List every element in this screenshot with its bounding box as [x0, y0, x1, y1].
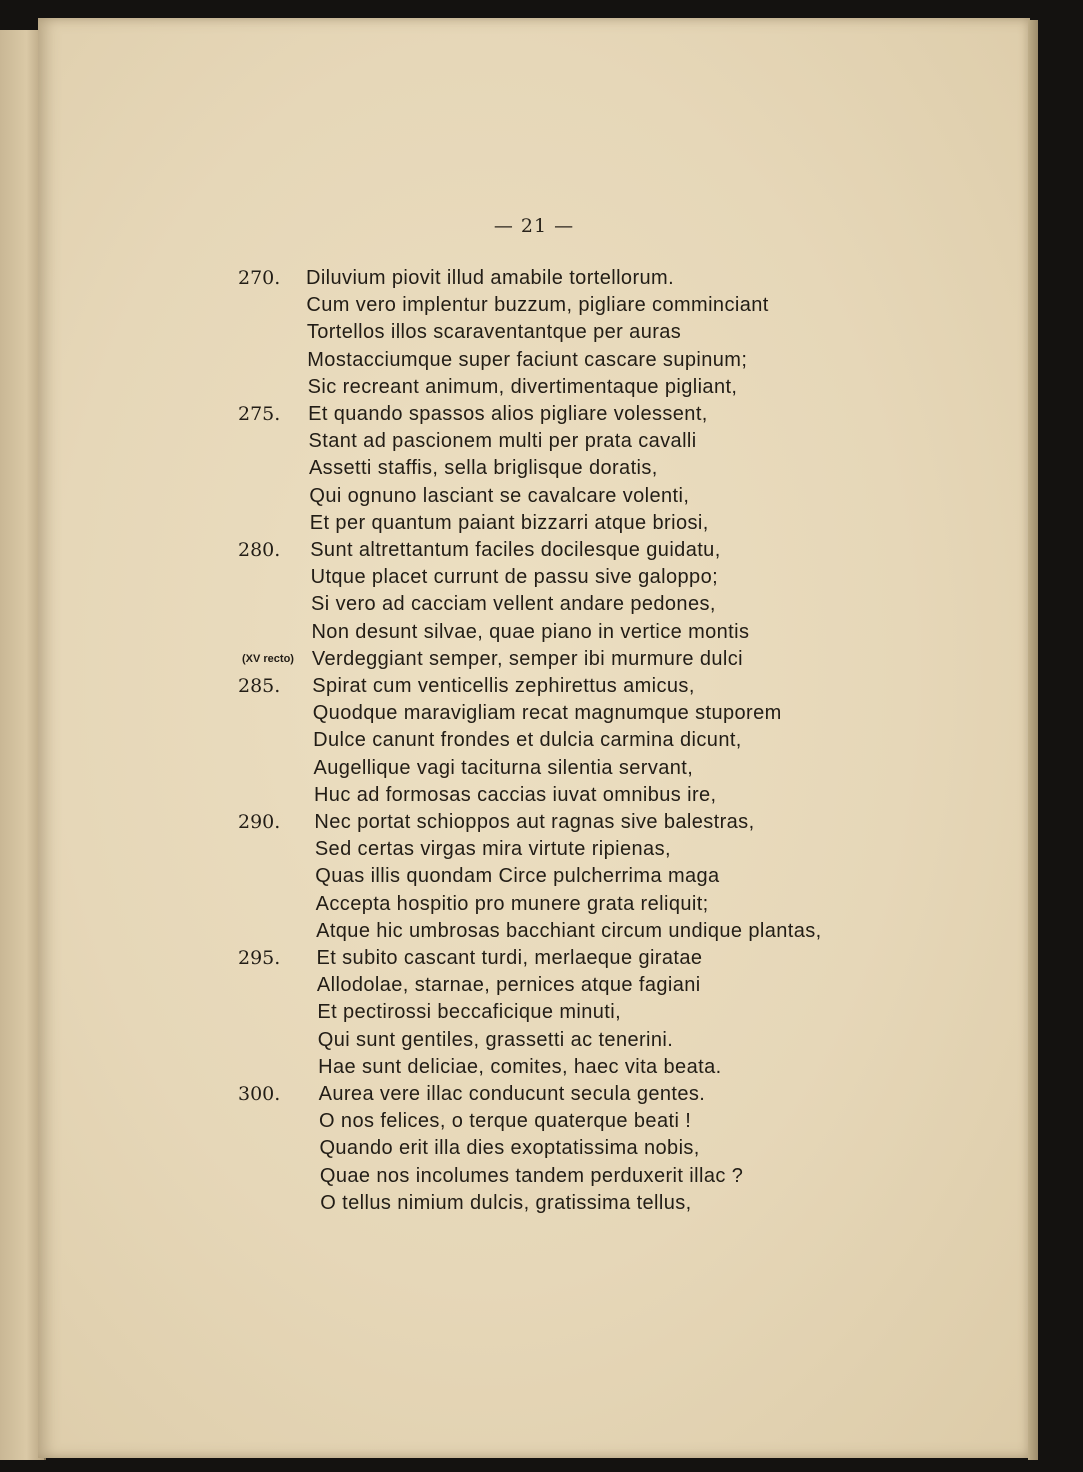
verse-line [38, 726, 1030, 754]
line-number: 290. [238, 811, 281, 833]
verse-line [38, 1189, 1030, 1217]
verse-line [38, 373, 1030, 401]
verse-line [38, 890, 1030, 918]
verse-text: Mostacciumque super faciunt cascare supinum; [307, 348, 748, 371]
verse-line [38, 672, 1030, 700]
verse-text: Atque hic umbrosas bacchiant circum undique plantas, [316, 919, 822, 942]
verse-line [38, 1080, 1030, 1108]
verse-text: Cum vero implentur buzzum, pigliare comminciant [306, 294, 769, 317]
verse-line [38, 318, 1030, 346]
verse-text: Stant ad pascionem multi per prata cavalli [308, 430, 697, 453]
verse-text: Aurea vere illac conducunt secula gentes. [318, 1083, 706, 1105]
verse-text: Quando erit illa dies exoptatissima nobis, [319, 1137, 700, 1160]
verse-text: Dulce canunt frondes et dulcia carmina dicunt, [313, 729, 742, 752]
verse-line [38, 509, 1030, 537]
verse-block [38, 18, 1030, 1458]
verse-line [38, 618, 1030, 646]
verse-line [38, 781, 1030, 809]
verse-line [38, 699, 1030, 727]
line-number: 280. [238, 539, 281, 561]
verse-text: Assetti staffis, sella briglisque doratis, [308, 457, 658, 480]
verse-text: Accepta hospitio pro munere grata reliquit; [315, 892, 709, 915]
verse-text: Tortellos illos scaraventantque per auras [306, 321, 682, 344]
verse-text: Si vero ad cacciam vellent andare pedones, [311, 593, 716, 616]
verse-line [38, 482, 1030, 510]
verse-text: O tellus nimium dulcis, gratissima tellus, [320, 1191, 692, 1214]
verse-text: Sic recreant animum, divertimentaque pigliant, [307, 375, 738, 398]
line-number: 275. [238, 403, 281, 425]
verse-line [38, 1107, 1030, 1135]
verse-line [38, 1026, 1030, 1054]
verse-line [38, 264, 1030, 292]
book-page [38, 18, 1030, 1458]
verse-line [38, 944, 1030, 972]
verse-text: Quae nos incolumes tandem perduxerit illac ? [319, 1164, 744, 1187]
verse-line [38, 346, 1030, 374]
line-number: 270. [238, 267, 281, 289]
line-number: (XV recto) [242, 652, 294, 665]
verse-line [38, 917, 1030, 945]
verse-text: Non desunt silvae, quae piano in vertice montis [311, 620, 750, 643]
verse-line [38, 291, 1030, 319]
verse-line [38, 590, 1030, 618]
verse-line [38, 754, 1030, 782]
verse-text: Quodque maravigliam recat magnumque stuporem [312, 702, 782, 725]
verse-line [38, 862, 1030, 890]
verse-text: Verdeggiant semper, semper ibi murmure dulci [311, 647, 744, 670]
verse-text: Diluvium piovit illud amabile tortellorum. [306, 267, 675, 289]
verse-text: Huc ad formosas caccias iuvat omnibus ire, [313, 783, 717, 806]
verse-line [38, 998, 1030, 1026]
verse-line [38, 645, 1030, 673]
line-number: 285. [238, 675, 281, 697]
verse-text: Qui sunt gentiles, grassetti ac tenerini. [317, 1028, 674, 1051]
verse-line [38, 1053, 1030, 1081]
verse-text: Spirat cum venticellis zephirettus amicus, [312, 675, 695, 697]
verse-text: Qui ognuno lasciant se cavalcare volenti, [309, 484, 690, 507]
verse-line [38, 536, 1030, 564]
page-number: — 21 — [493, 215, 575, 237]
verse-line [38, 427, 1030, 455]
line-number: 295. [238, 947, 281, 969]
verse-text: Quas illis quondam Circe pulcherrima maga [315, 865, 720, 888]
verse-text: O nos felices, o terque quaterque beati ! [319, 1110, 692, 1133]
line-number: 300. [238, 1083, 281, 1105]
verse-line [38, 971, 1030, 999]
verse-text: Augellique vagi taciturna silentia servant, [313, 756, 694, 779]
verse-line [38, 808, 1030, 836]
verse-text: Et pectirossi beccaficique minuti, [317, 1001, 622, 1024]
verse-text: Hae sunt deliciae, comites, haec vita beata. [318, 1055, 722, 1078]
verse-line [38, 563, 1030, 591]
verse-line [38, 1134, 1030, 1162]
verse-line [38, 400, 1030, 428]
verse-text: Et quando spassos alios pigliare volessent, [308, 403, 708, 425]
verse-text: Utque placet currunt de passu sive galoppo; [310, 566, 719, 589]
verse-text: Nec portat schioppos aut ragnas sive balestras, [314, 811, 755, 833]
page-edge [1028, 20, 1038, 1460]
verse-text: Et per quantum paiant bizzarri atque briosi, [309, 511, 709, 534]
verse-line [38, 1162, 1030, 1190]
verse-text: Et subito cascant turdi, merlaeque giratae [316, 947, 703, 969]
verse-line [38, 454, 1030, 482]
verse-text: Allodolae, starnae, pernices atque fagiani [316, 974, 701, 997]
verse-text: Sed certas virgas mira virtute ripienas, [314, 838, 671, 861]
verse-text: Sunt altrettantum faciles docilesque guidatu, [310, 539, 721, 561]
verse-line [38, 835, 1030, 863]
